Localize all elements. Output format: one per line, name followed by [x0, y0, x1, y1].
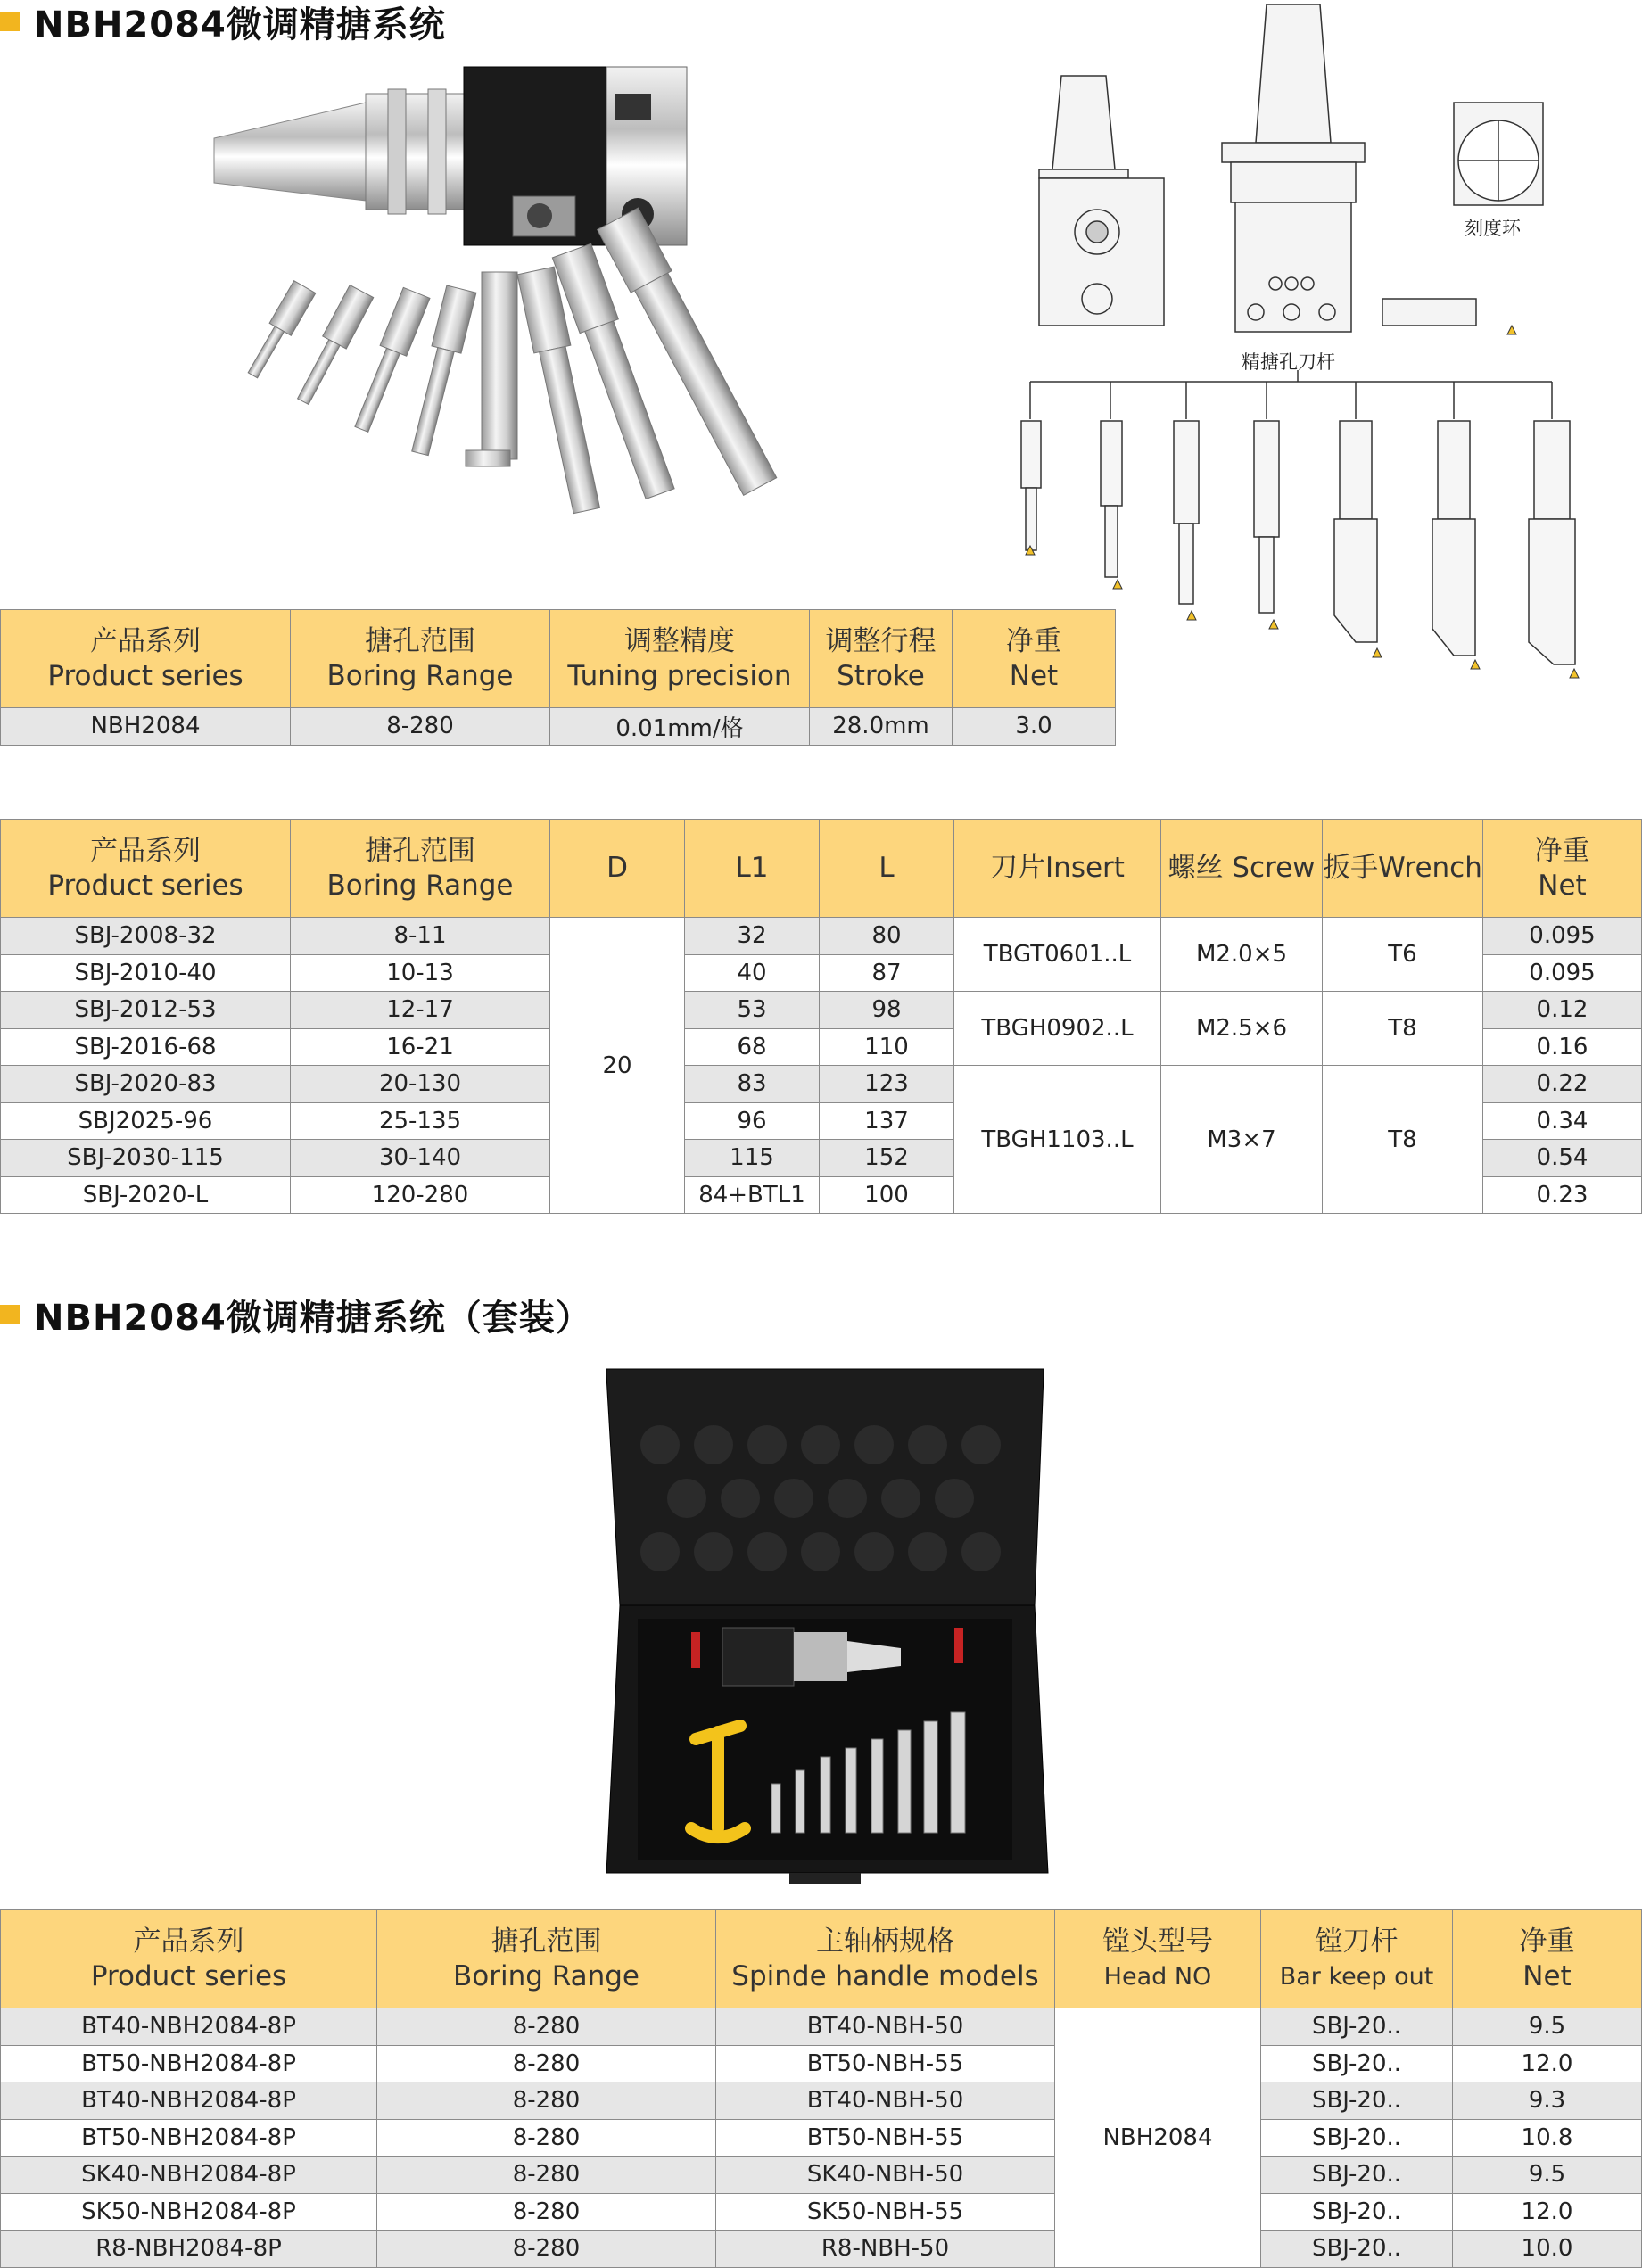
table-row: SK50-NBH2084-8P 8-280 SK50-NBH-55 SBJ-20.. 12.0	[1, 2193, 1642, 2231]
screw-group-2: M2.5×6	[1161, 992, 1323, 1066]
table-row: SBJ-2008-32 8-11 20 32 80 TBGT0601..L M2.0×5 T6 0.095	[1, 918, 1642, 955]
header-range: 搪孔范围 Boring Range	[291, 610, 550, 708]
header-net: 净重 Net	[953, 610, 1116, 708]
table-row: SBJ-2016-68 16-21 68 110 0.16	[1, 1028, 1642, 1066]
insert-group-1: TBGT0601..L	[954, 918, 1161, 992]
header-series: 产品系列 Product series	[1, 820, 291, 918]
header-net: 净重 Net	[1483, 820, 1642, 918]
header-range: 搪孔范围 Boring Range	[291, 820, 550, 918]
d-value: 20	[550, 918, 685, 1214]
boring-system-diagram	[1008, 0, 1632, 687]
header-l: L	[820, 820, 954, 918]
section-title-1-text: NBH2084微调精搪系统	[34, 4, 446, 45]
spec-table-2	[0, 819, 1642, 1214]
header-bar: 镗刀杆 Bar keep out	[1261, 1910, 1453, 2008]
header-range: 搪孔范围 Boring Range	[377, 1910, 716, 2008]
table-row: SBJ-2012-53 12-17 53 98 TBGH0902..L M2.5×6 T8 0.12	[1, 992, 1642, 1029]
table-row: SK40-NBH2084-8P 8-280 SK40-NBH-50 SBJ-20.. 9.5	[1, 2157, 1642, 2194]
kit-case-photo	[598, 1365, 1052, 1891]
header-series: 产品系列 Product series	[1, 1910, 377, 2008]
wrench-group-1: T6	[1323, 918, 1483, 992]
table-row: SBJ-2030-115 30-140 115 152 0.54	[1, 1140, 1642, 1177]
dial-ring-label: 刻度环	[1465, 218, 1521, 239]
header-net: 净重 Net	[1453, 1910, 1642, 2008]
wrench-group-3: T8	[1323, 1066, 1483, 1214]
table-row: SBJ-2010-40 10-13 40 87 0.095	[1, 954, 1642, 992]
boring-bar-label: 精搪孔刀杆	[1242, 351, 1335, 373]
title-marker	[0, 12, 20, 31]
head-value: NBH2084	[1055, 2008, 1261, 2268]
table-row: BT50-NBH2084-8P 8-280 BT50-NBH-55 SBJ-20.. 10.8	[1, 2119, 1642, 2157]
section-title-1	[0, 0, 446, 43]
header-series: 产品系列 Product series	[1, 610, 291, 708]
table-row: BT40-NBH2084-8P 8-280 BT40-NBH-50 SBJ-20.. 9.3	[1, 2082, 1642, 2120]
header-screw: 螺丝 Screw	[1161, 820, 1323, 918]
section-title-2-text: NBH2084微调精搪系统（套装）	[34, 1297, 592, 1339]
header-wrench: 扳手Wrench	[1323, 820, 1483, 918]
spec-table-3	[0, 1909, 1642, 2268]
screw-group-3: M3×7	[1161, 1066, 1323, 1214]
header-head: 镗头型号 Head NO	[1055, 1910, 1261, 2008]
header-insert: 刀片Insert	[954, 820, 1161, 918]
table-row: BT50-NBH2084-8P 8-280 BT50-NBH-55 SBJ-20.. 12.0	[1, 2045, 1642, 2082]
title-marker	[0, 1305, 20, 1324]
boring-head-photo	[161, 54, 945, 606]
wrench-group-2: T8	[1323, 992, 1483, 1066]
header-spindle: 主轴柄规格 Spinde handle models	[716, 1910, 1055, 2008]
table-row: NBH2084 8-280 0.01mm/格 28.0mm 3.0	[1, 708, 1116, 746]
insert-group-2: TBGH0902..L	[954, 992, 1161, 1066]
header-l1: L1	[685, 820, 820, 918]
screw-group-1: M2.0×5	[1161, 918, 1323, 992]
table-row: R8-NBH2084-8P 8-280 R8-NBH-50 SBJ-20.. 10.0	[1, 2231, 1642, 2268]
header-precision: 调整精度 Tuning precision	[550, 610, 810, 708]
insert-group-3: TBGH1103..L	[954, 1066, 1161, 1214]
table-row: SBJ-2020-83 20-130 83 123 TBGH1103..L M3×7 T8 0.22	[1, 1066, 1642, 1103]
spec-table-1	[0, 609, 1116, 746]
table-row: SBJ-2020-L 120-280 84+BTL1 100 0.23	[1, 1176, 1642, 1214]
header-d: D	[550, 820, 685, 918]
section-title-2	[0, 1293, 592, 1339]
table-row: BT40-NBH2084-8P 8-280 BT40-NBH-50 NBH2084 SBJ-20.. 9.5	[1, 2008, 1642, 2046]
table-row: SBJ2025-96 25-135 96 137 0.34	[1, 1102, 1642, 1140]
header-stroke: 调整行程 Stroke	[810, 610, 953, 708]
